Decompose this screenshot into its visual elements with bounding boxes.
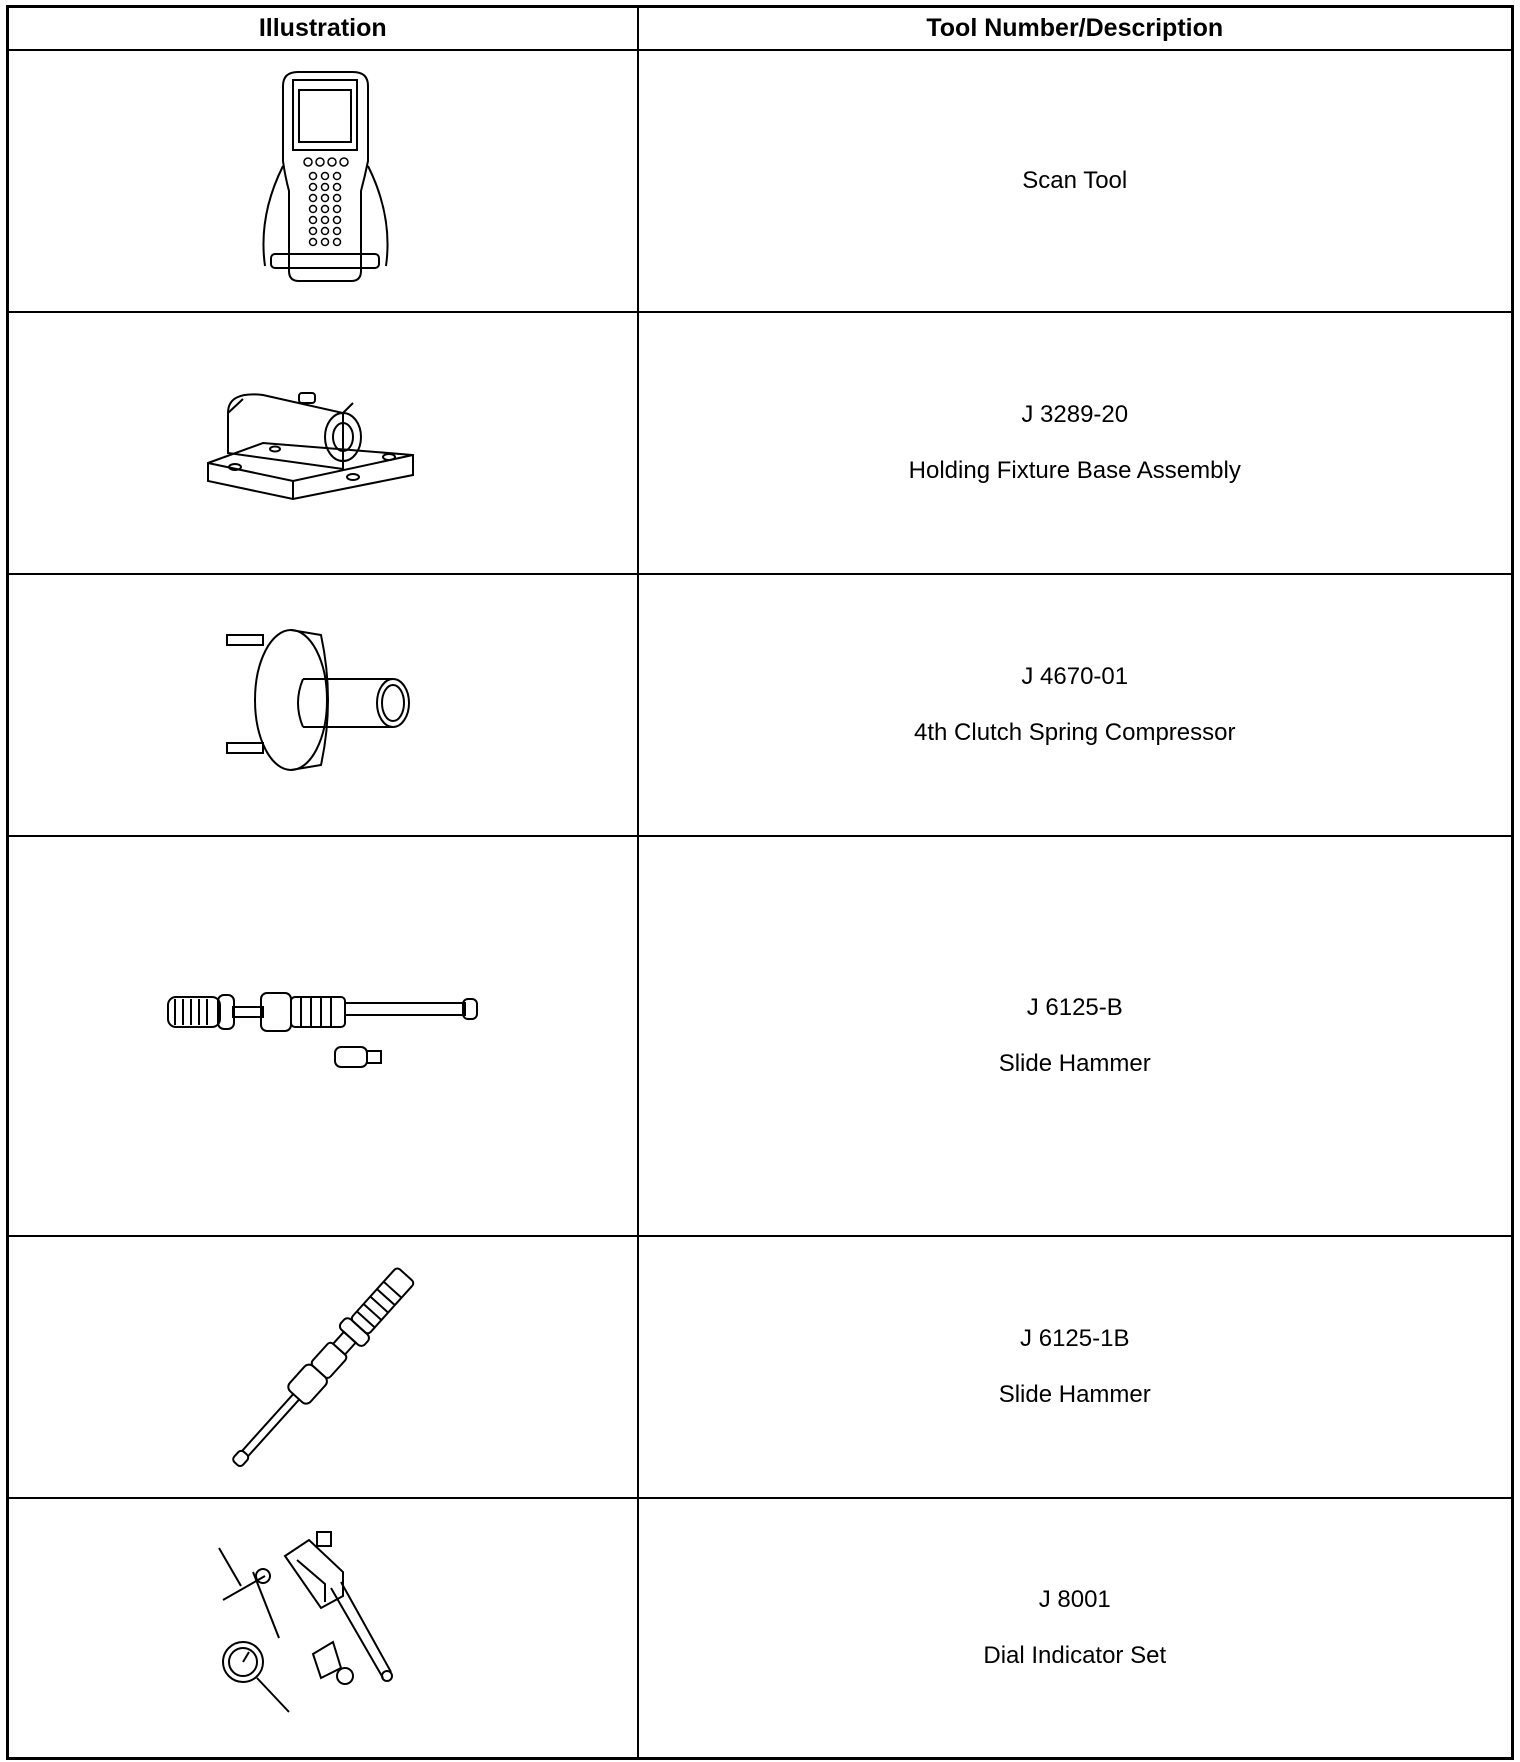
- illustration-cell: [8, 1498, 638, 1758]
- tool-description: Slide Hammer: [998, 1050, 1151, 1077]
- tool-number: J 6125-1B: [1020, 1325, 1130, 1352]
- illustration-cell: [8, 574, 638, 836]
- table-row: [8, 574, 1513, 836]
- table-row: [8, 50, 1513, 312]
- header-tool-description: Tool Number/Description: [638, 7, 1513, 51]
- holding-fixture-icon: [203, 373, 443, 513]
- tool-number: J 6125-B: [1026, 994, 1123, 1021]
- table-header-row: [8, 7, 1513, 51]
- table-row: [8, 836, 1513, 1236]
- scan-tool-icon: [253, 66, 393, 296]
- table-row: [8, 1498, 1513, 1758]
- tool-description-cell: [638, 50, 1513, 312]
- header-illustration: Illustration: [8, 7, 638, 51]
- illustration-cell: [8, 836, 638, 1236]
- illustration-cell: [8, 50, 638, 312]
- tool-description: 4th Clutch Spring Compressor: [914, 719, 1236, 746]
- slide-hammer-angled-icon: [213, 1267, 433, 1467]
- tool-description-cell: [638, 836, 1513, 1236]
- tool-description: Slide Hammer: [998, 1381, 1151, 1408]
- dial-indicator-set-icon: [213, 1528, 433, 1728]
- special-tools-table: [6, 5, 1514, 1760]
- tool-number: J 8001: [1038, 1585, 1111, 1613]
- table-row: [8, 1236, 1513, 1498]
- slide-hammer-icon: [163, 991, 483, 1081]
- tool-description: Dial Indicator Set: [983, 1641, 1167, 1669]
- tool-description-cell: [638, 312, 1513, 574]
- tool-number: J 3289-20: [1021, 401, 1129, 428]
- tool-number: J 4670-01: [1021, 663, 1129, 690]
- tool-description-cell: [638, 1236, 1513, 1498]
- illustration-cell: [8, 1236, 638, 1498]
- spring-compressor-icon: [223, 625, 423, 785]
- table-row: [8, 312, 1513, 574]
- tool-number: Scan Tool: [1022, 167, 1128, 194]
- tool-description-cell: [638, 1498, 1513, 1758]
- tool-description-cell: [638, 574, 1513, 836]
- tool-description: Holding Fixture Base Assembly: [908, 457, 1241, 484]
- illustration-cell: [8, 312, 638, 574]
